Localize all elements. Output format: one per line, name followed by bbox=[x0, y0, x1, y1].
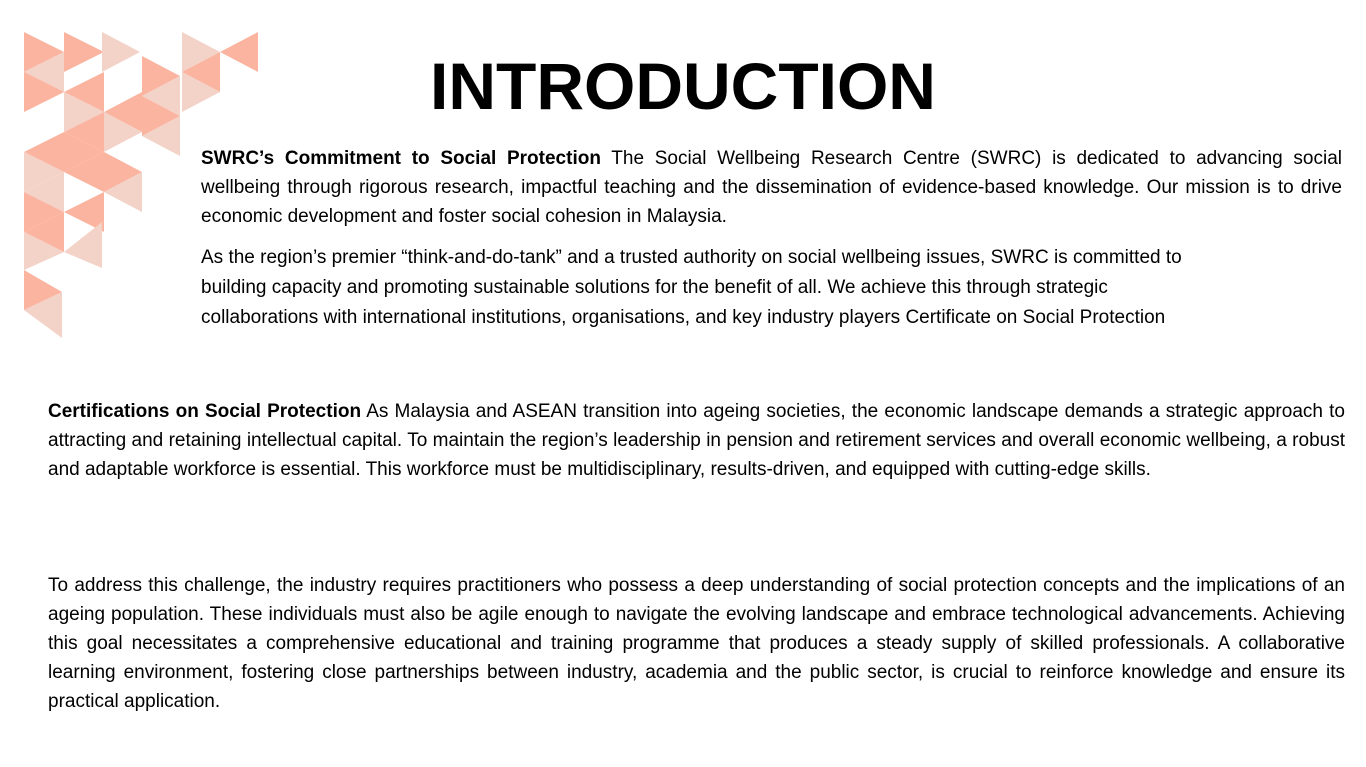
challenge-paragraph bbox=[48, 571, 1345, 716]
premier-line-3: collaborations with international institutions, organisations, and key industry players Certificate on Social Protection bbox=[201, 307, 1166, 328]
certifications-paragraph bbox=[48, 397, 1345, 484]
page-title: INTRODUCTION bbox=[430, 49, 936, 123]
premier-line-1: As the region’s premier “think-and-do-tank” and a trusted authority on social wellbeing issues, SWRC is committed to bbox=[201, 247, 1182, 268]
premier-paragraph bbox=[201, 243, 1342, 333]
commitment-paragraph bbox=[201, 144, 1342, 231]
decorative-triangle-30 bbox=[64, 222, 102, 268]
commitment-body: The Social Wellbeing Research Centre (SWRC) is dedicated to advancing social wellbeing through rigorous research, impactful teaching and the dissemination of evidence-based knowledge. Our mission is to drive economic development and foster social cohesion in Malaysia. bbox=[201, 148, 1343, 227]
certifications-body: As Malaysia and ASEAN transition into ageing societies, the economic landscape demands a strategic approach to attracting and retaining intellectual capital. To maintain the region’s leadership in pension and retirement services and overall economic wellbeing, a robust and adaptable workforce is essential. This workforce must be multidisciplinary, results-driven, and equipped with cutting-edge skills. bbox=[48, 401, 1345, 480]
challenge-body: To address this challenge, the industry requires practitioners who possess a deep understanding of social protection concepts and the implications of an ageing population. These individuals must also be agile enough to navigate the evolving landscape and embrace technological advancements. Achieving this goal necessitates a comprehensive educational and training programme that produces a steady supply of skilled professionals. A collaborative learning environment, fostering close partnerships between industry, academia and the public sector, is crucial to reinforce knowledge and ensure its practical application. bbox=[48, 575, 1345, 712]
premier-line-2: building capacity and promoting sustainable solutions for the benefit of all. We achieve this through strategic bbox=[201, 277, 1108, 298]
commitment-heading: SWRC’s Commitment to Social Protection bbox=[201, 148, 601, 169]
certifications-heading: Certifications on Social Protection bbox=[48, 401, 362, 422]
